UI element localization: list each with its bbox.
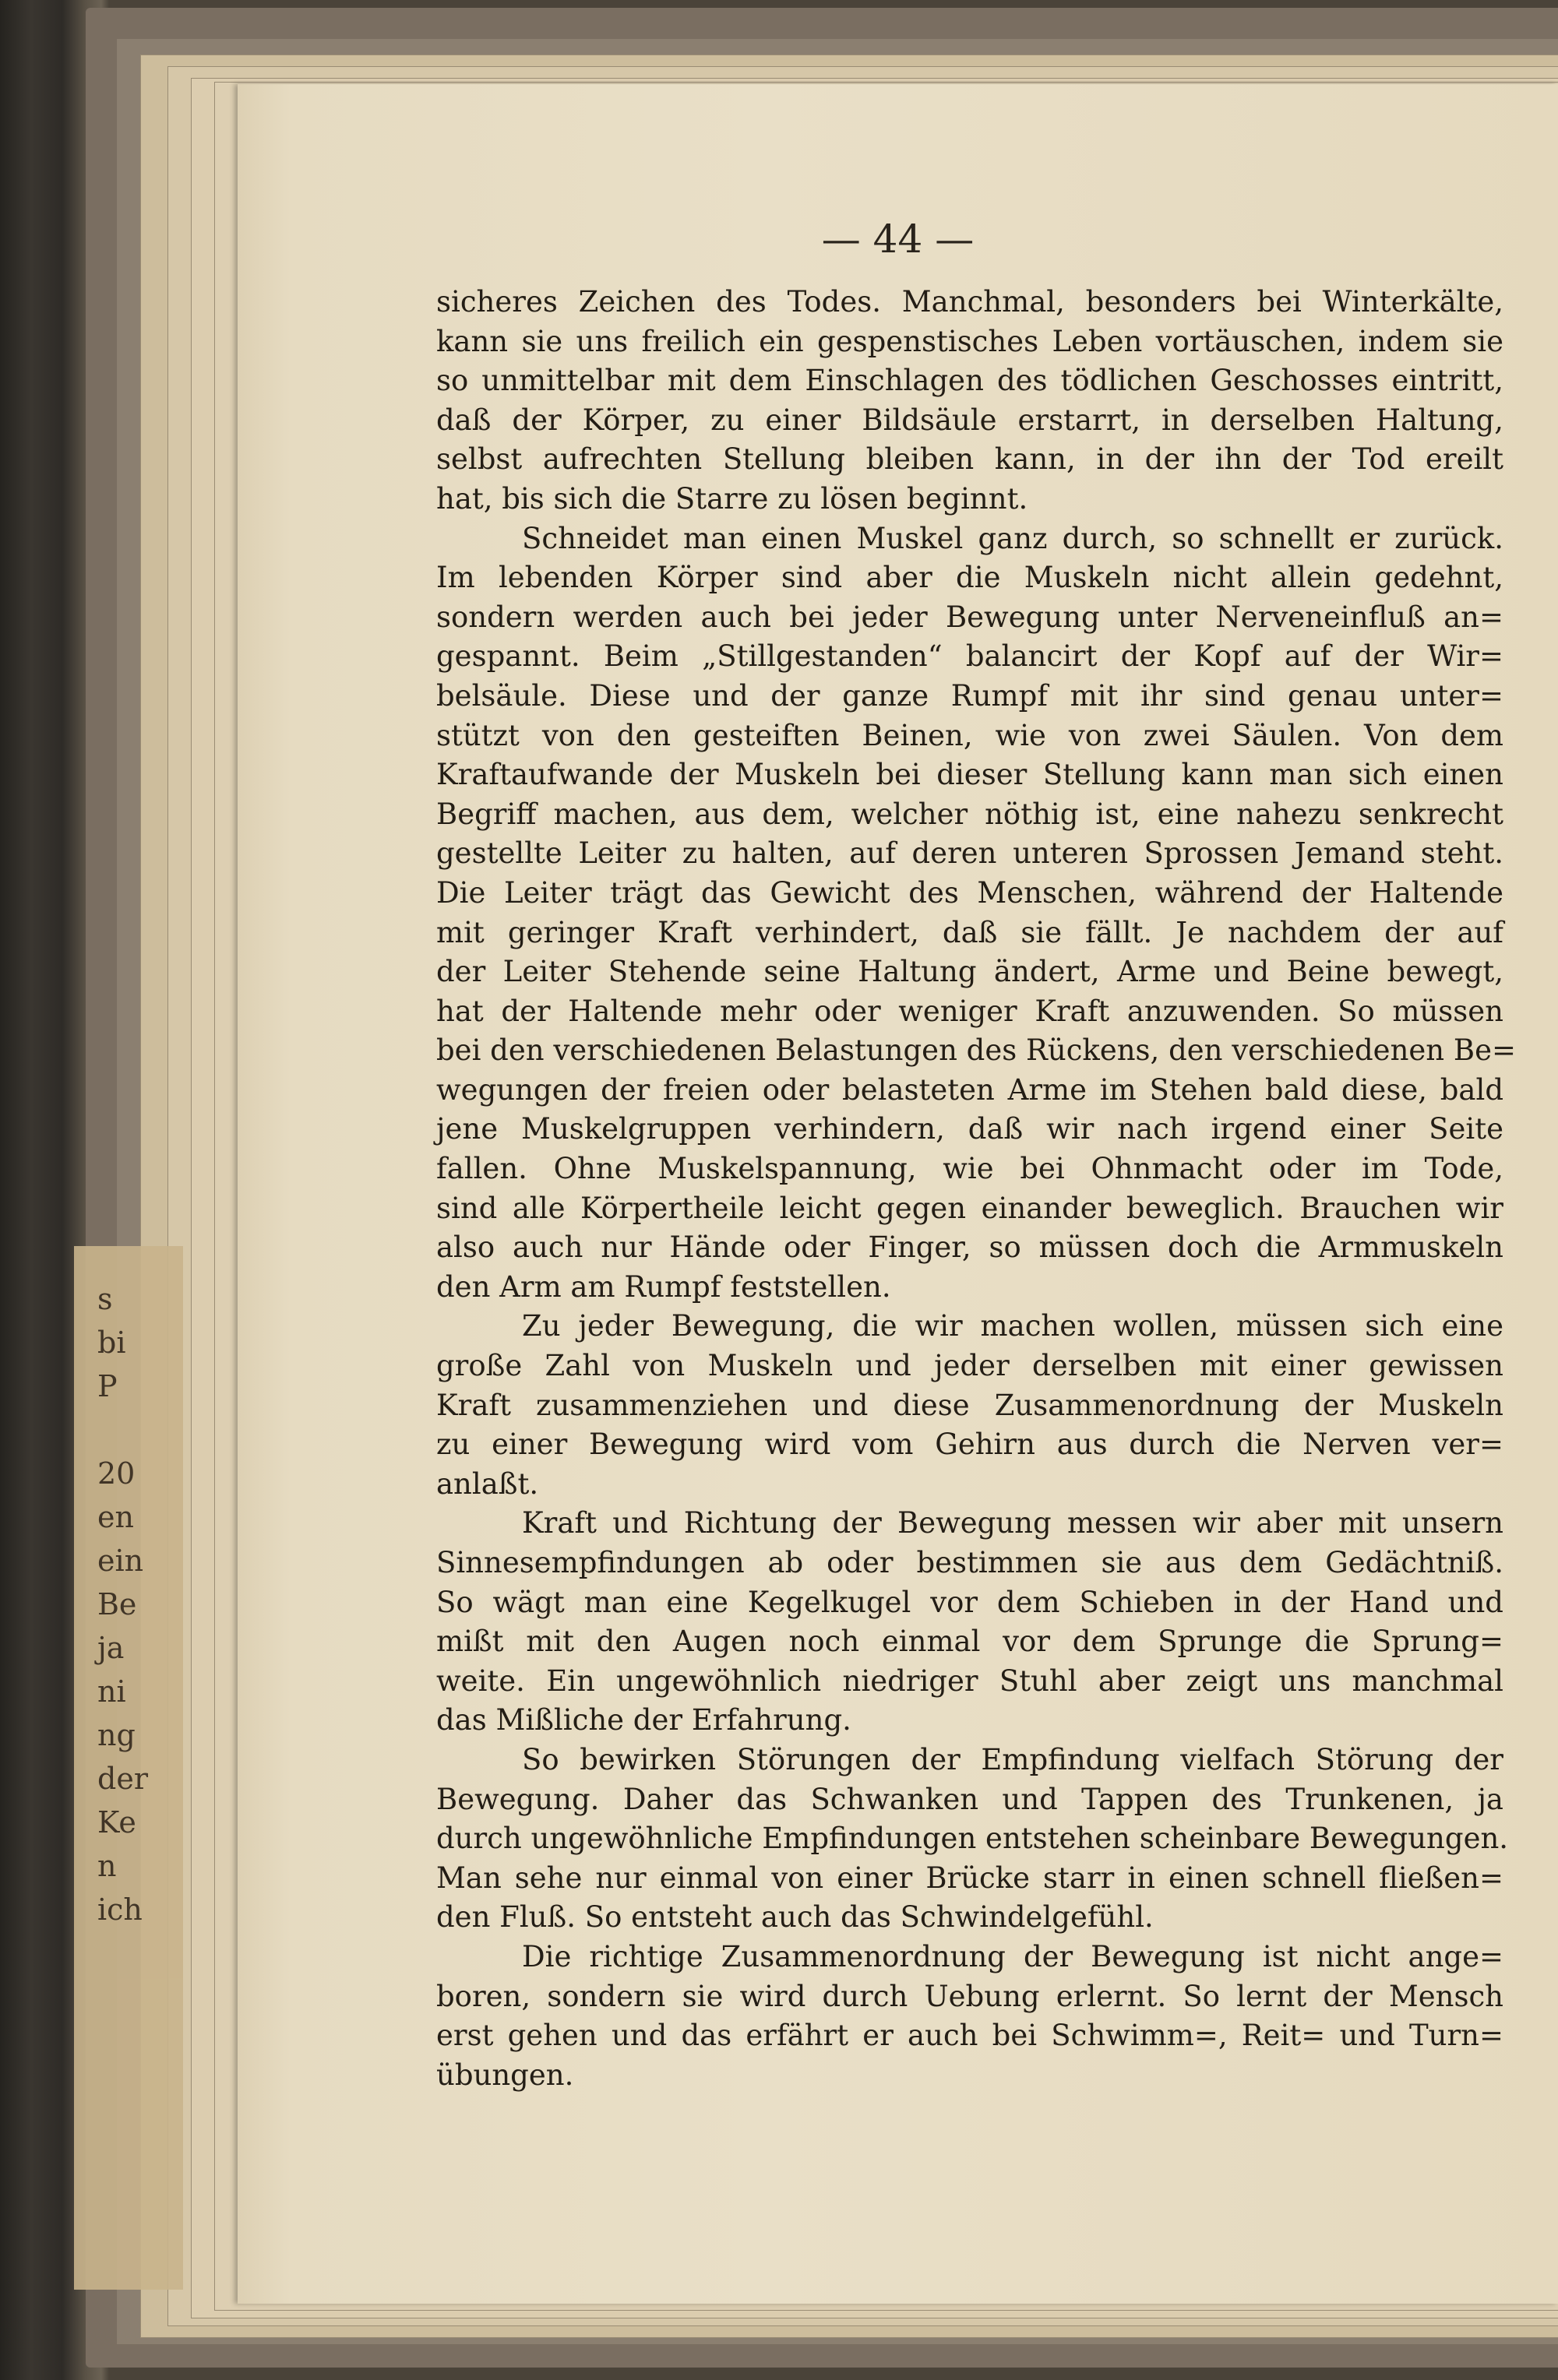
scrap-line: Ke (97, 1805, 136, 1840)
text-line: wegungen der freien oder belasteten Arme im Stehen bald diese, bald (436, 1072, 1503, 1107)
text-line: sondern werden auch bei jeder Bewegung unter Nerveneinfluß an= (436, 600, 1503, 634)
text-line: hat der Haltende mehr oder weniger Kraft anzuwenden. So müssen (436, 994, 1503, 1028)
torn-page-scrap (74, 1246, 183, 2290)
scrap-line: der (97, 1762, 148, 1796)
text-line: belsäule. Diese und der ganze Rumpf mit ihr sind genau unter= (436, 678, 1503, 713)
scrap-line: bi (97, 1326, 126, 1360)
text-line: große Zahl von Muskeln und jeder derselben mit einer gewissen (436, 1349, 1503, 1383)
body-text (436, 283, 1516, 2095)
text-line: stützt von den gesteiften Beinen, wie von zwei Säulen. Von dem (436, 718, 1503, 752)
text-line: anlaßt. (436, 1466, 539, 1501)
text-line: zu einer Bewegung wird vom Gehirn aus durch die Nerven ver= (436, 1428, 1503, 1462)
text-line: so unmittelbar mit dem Einschlagen des tödlichen Geschosses eintritt, (436, 364, 1503, 398)
text-line: den Fluß. So entsteht auch das Schwindelgefühl. (436, 1900, 1154, 1935)
text-line: Kraft zusammenziehen und diese Zusammenordnung der Muskeln (436, 1388, 1503, 1422)
text-line: bei den verschiedenen Belastungen des Rückens, den verschiedenen Be= (436, 1033, 1516, 1068)
text-line: weite. Ein ungewöhnlich niedriger Stuhl aber zeigt uns manchmal (436, 1664, 1503, 1698)
text-line: daß der Körper, zu einer Bildsäule erstarrt, in derselben Haltung, (436, 403, 1503, 437)
text-line: selbst aufrechten Stellung bleiben kann, in der ihn der Tod ereilt (436, 442, 1503, 477)
text-line: das Mißliche der Erfahrung. (436, 1703, 851, 1737)
text-line: gestellte Leiter zu halten, auf deren unteren Sprossen Jemand steht. (436, 836, 1503, 871)
book-page (238, 84, 1558, 2304)
text-line: Kraft und Richtung der Bewegung messen wir aber mit unsern (522, 1506, 1503, 1540)
text-line: fallen. Ohne Muskelspannung, wie bei Ohnmacht oder im Tode, (436, 1152, 1503, 1186)
text-line: Schneidet man einen Muskel ganz durch, so schnellt er zurück. (522, 521, 1503, 555)
text-line: durch ungewöhnliche Empfindungen entstehen scheinbare Bewegungen. (436, 1822, 1509, 1856)
text-line: Kraftaufwande der Muskeln bei dieser Stellung kann man sich einen (436, 758, 1503, 792)
text-line: Sinnesempfindungen ab oder bestimmen sie aus dem Gedächtniß. (436, 1546, 1503, 1579)
text-line: Zu jeder Bewegung, die wir machen wollen, müssen sich eine (522, 1309, 1503, 1343)
scrap-line: ni (97, 1674, 126, 1709)
text-line: Bewegung. Daher das Schwanken und Tappen des Trunkenen, ja (436, 1782, 1503, 1816)
text-line: übungen. (436, 2058, 574, 2092)
scrap-line: ich (97, 1892, 143, 1927)
text-line: sind alle Körpertheile leicht gegen einander beweglich. Brauchen wir (436, 1191, 1503, 1225)
scrap-line: en (97, 1500, 134, 1534)
scrap-line: 20 (97, 1456, 136, 1491)
text-line: kann sie uns freilich ein gespenstisches Leben vortäuschen, indem sie (436, 324, 1503, 358)
text-line: Die Leiter trägt das Gewicht des Menschen, während der Haltende (436, 875, 1503, 910)
text-line: boren, sondern sie wird durch Uebung erlernt. So lernt der Mensch (436, 1979, 1503, 2013)
text-line: erst gehen und das erfährt er auch bei Schwimm=, Reit= und Turn= (436, 2019, 1503, 2053)
text-line: Begriff machen, aus dem, welcher nöthig ist, eine nahezu senkrecht (436, 797, 1503, 831)
text-line: hat, bis sich die Starre zu lösen beginnt. (436, 481, 1028, 516)
text-line: Die richtige Zusammenordnung der Bewegung ist nicht ange= (522, 1939, 1503, 1973)
text-line: den Arm am Rumpf feststellen. (436, 1269, 891, 1304)
text-line: gespannt. Beim „Stillgestanden“ balancirt der Kopf auf der Wir= (436, 639, 1503, 674)
text-line: jene Muskelgruppen verhindern, daß wir nach irgend einer Seite (436, 1112, 1503, 1146)
text-line: So bewirken Störungen der Empfindung vielfach Störung der (522, 1742, 1503, 1776)
scrap-line: s (97, 1282, 113, 1316)
scrap-line (97, 1408, 183, 1452)
text-line: sicheres Zeichen des Todes. Manchmal, besonders bei Winterkälte, (436, 285, 1503, 319)
text-line: Im lebenden Körper sind aber die Muskeln nicht allein gedehnt, (436, 561, 1503, 595)
text-line: mit geringer Kraft verhindert, daß sie fällt. Je nachdem der auf (436, 915, 1503, 949)
scrap-line: ein (97, 1544, 144, 1578)
text-line: mißt mit den Augen noch einmal vor dem Sprunge die Sprung= (436, 1625, 1503, 1659)
text-line: Man sehe nur einmal von einer Brücke starr in einen schnell fließen= (436, 1861, 1503, 1895)
scrap-line: ja (97, 1631, 125, 1665)
text-line: So wägt man eine Kegelkugel vor dem Schieben in der Hand und (436, 1585, 1503, 1619)
text-line: der Leiter Stehende seine Haltung ändert, Arme und Beine bewegt, (436, 955, 1503, 989)
scrap-line: n (97, 1849, 117, 1883)
page-number: — 44 — (821, 217, 975, 262)
scrap-line: Be (97, 1587, 137, 1621)
scrap-line: ng (97, 1718, 136, 1752)
scrap-line: P (97, 1369, 118, 1403)
text-line: also auch nur Hände oder Finger, so müssen doch die Armmuskeln (436, 1230, 1503, 1265)
